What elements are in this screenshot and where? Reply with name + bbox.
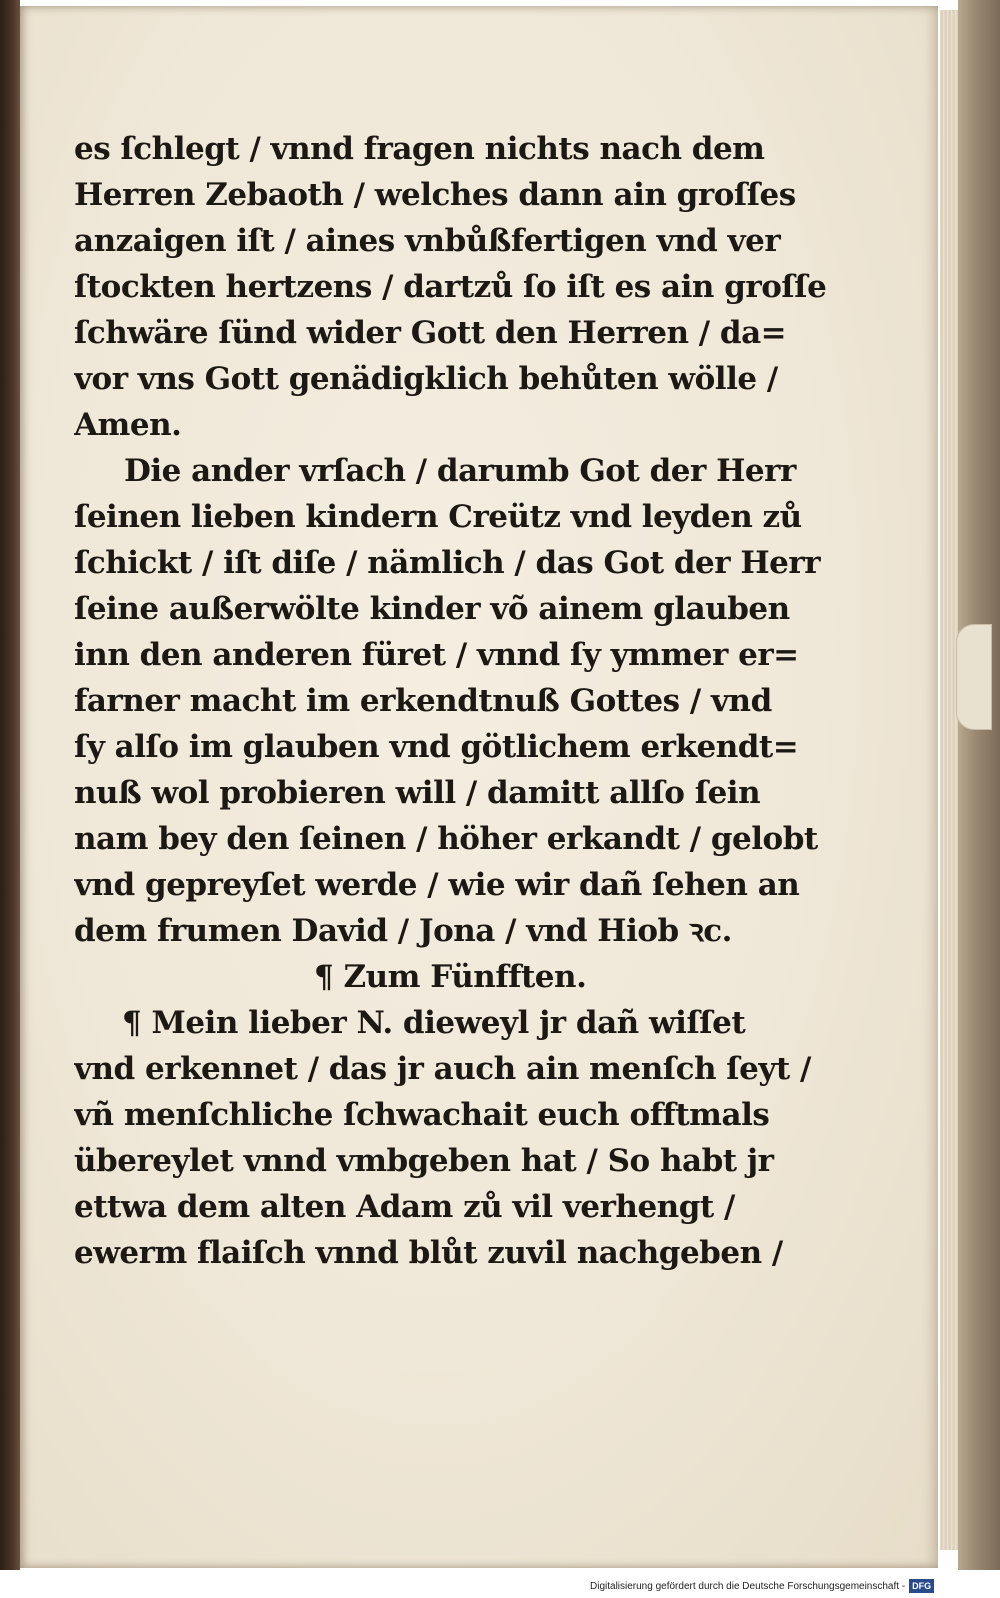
text-line: vnd gepreyſet werde / wie wir dañ ſehen an [74, 867, 800, 903]
text-line: Die ander vrſach / darumb Got der Herr [124, 453, 796, 489]
text-line: nuß wol probieren will / damitt allſo ſein [74, 775, 761, 811]
text-line: inn den anderen füret / vnnd ſy ymmer er= [74, 637, 799, 673]
funding-credit [590, 1578, 994, 1596]
dfg-logo: DFG [909, 1579, 934, 1593]
text-line: ¶ Mein lieber N. dieweyl jr dañ wiſſet [122, 1005, 746, 1041]
text-line: dem frumen David / Jona / vnd Hiob ꝛc. [74, 913, 732, 949]
text-line: vnd erkennet / das jr auch ain menſch ſeyt / [74, 1051, 811, 1087]
text-line: ſeinen lieben kindern Creütz vnd leyden zů [74, 499, 802, 535]
text-line: ewerm flaiſch vnnd blůt zuvil nachgeben / [74, 1235, 783, 1271]
text-line: anzaigen iſt / aines vnbůßfertigen vnd ver [74, 223, 781, 259]
text-line: Herren Zebaoth / welches dann ain groſſes [74, 177, 796, 213]
text-line: vor vns Gott genädigklich behůten wölle / [74, 361, 778, 397]
text-line: vñ menſchliche ſchwachait euch offtmals [74, 1097, 770, 1133]
text-line: ettwa dem alten Adam zů vil verhengt / [74, 1189, 735, 1225]
text-line: ſtockten hertzens / dartzů ſo iſt es ain groſſe [74, 269, 827, 305]
text-line: ſchwäre ſünd wider Gott den Herren / da= [74, 315, 787, 351]
section-heading: ¶ Zum Fünfften. [314, 959, 587, 995]
page-text [74, 126, 834, 1276]
book-cover-right [958, 0, 1000, 1570]
text-line: farner macht im erkendtnuß Gottes / vnd [74, 683, 772, 719]
text-line: nam bey den ſeinen / höher erkandt / gelobt [74, 821, 818, 857]
funding-credit-text: Digitalisierung gefördert durch die Deutsche Forschungsgemeinschaft - [590, 1581, 906, 1592]
text-line: ſy alſo im glauben vnd götlichem erkendt= [74, 729, 799, 765]
text-line: es ſchlegt / vnnd fragen nichts nach dem [74, 131, 765, 167]
book-cover-left [0, 0, 20, 1570]
text-line: ſeine außerwölte kinder võ ainem glauben [74, 591, 790, 627]
text-line: Amen. [74, 407, 182, 443]
text-line: übereylet vnnd vmbgeben hat / So habt jr [74, 1143, 774, 1179]
book-page [20, 6, 938, 1568]
page-tab [956, 624, 992, 730]
page-edges [940, 10, 958, 1550]
text-line: ſchickt / iſt diſe / nämlich / das Got der Herr [74, 545, 821, 581]
